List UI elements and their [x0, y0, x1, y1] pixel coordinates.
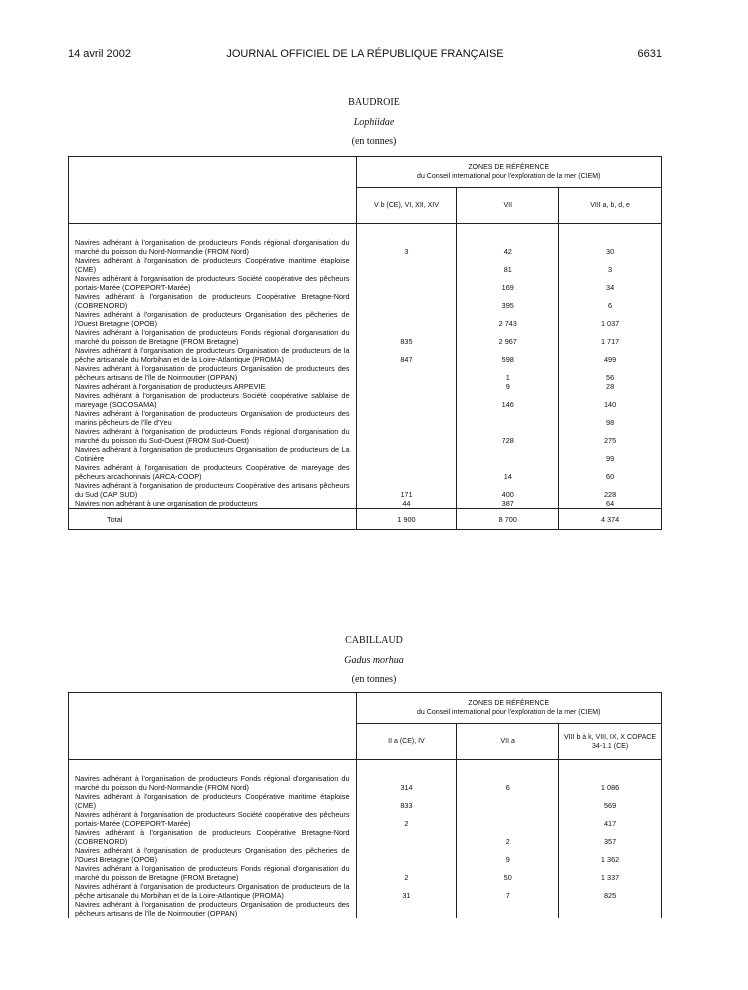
row-value: 14 [457, 463, 559, 481]
section-unit: (en tonnes) [351, 136, 397, 147]
row-value: 6 [457, 774, 559, 792]
total-label: Total [69, 509, 357, 530]
zones-subtitle: du Conseil international pour l'exploration de la mer (CIEM) [417, 173, 601, 180]
row-label: Navires adhérant à l'organisation de producteurs Coopérative maritime étaploise (CME) [69, 256, 357, 274]
table-row [69, 382, 662, 391]
row-value: 1 037 [559, 310, 662, 328]
table-row [69, 882, 662, 900]
header-blank-cell [69, 693, 357, 760]
section-unit: (en tonnes) [351, 674, 397, 685]
row-value [356, 391, 457, 409]
row-value: 1 [457, 364, 559, 382]
row-value [356, 292, 457, 310]
row-value: 81 [457, 256, 559, 274]
table-row [69, 256, 662, 274]
row-label: Navires adhérant à l'organisation de producteurs Fonds régional d'organisation du marché du poisson de Bretagne (FROM Bretagne) [69, 864, 357, 882]
table-row [69, 292, 662, 310]
row-value: 1 086 [559, 774, 662, 792]
row-value: 598 [457, 346, 559, 364]
table-row [69, 499, 662, 509]
table-row [69, 274, 662, 292]
header-journal-title: JOURNAL OFFICIEL DE LA RÉPUBLIQUE FRANÇAISE [226, 48, 504, 60]
row-value: 395 [457, 292, 559, 310]
row-value [356, 256, 457, 274]
row-value: 1 717 [559, 328, 662, 346]
zones-header [356, 693, 661, 724]
row-label: Navires adhérant à l'organisation de producteurs Organisation des pêcheries de l'Ouest Bretagne (OPOB) [69, 846, 357, 864]
row-label: Navires adhérant à l'organisation de producteurs Société coopérative sablaise de mareyage (SOCOSAMA) [69, 391, 357, 409]
row-value [457, 445, 559, 463]
row-value: 569 [559, 792, 662, 810]
row-label: Navires adhérant à l'organisation de producteurs Fonds régional d'organisation du marché du poisson du Sud-Ouest (FROM Sud-Ouest) [69, 427, 357, 445]
row-label: Navires adhérant à l'organisation de producteurs Coopérative maritime étaploise (CME) [69, 792, 357, 810]
table-row [69, 900, 662, 918]
row-label: Navires adhérant à l'organisation de producteurs Organisation de producteurs des pêcheurs artisans de l'île de Noirmoutier (OPPAN) [69, 364, 357, 382]
row-value: 2 [356, 864, 457, 882]
row-value: 1 337 [559, 864, 662, 882]
row-value: 9 [457, 846, 559, 864]
page-header [68, 48, 662, 64]
row-label: Navires adhérant à l'organisation de producteurs Fonds régional d'organisation du marché du poisson du Nord-Normandie (FROM Nord) [69, 238, 357, 256]
row-value: 275 [559, 427, 662, 445]
column-header: VIII b à k, VIII, IX, X COPACE 34-1.1 (CE) [559, 724, 662, 760]
table-row [69, 409, 662, 427]
row-value: 146 [457, 391, 559, 409]
row-value: 98 [559, 409, 662, 427]
row-value: 56 [559, 364, 662, 382]
section-species-title: CABILLAUD [345, 635, 403, 646]
header-blank-cell [69, 157, 357, 224]
table-row [69, 810, 662, 828]
zones-header [356, 157, 661, 188]
row-value: 9 [457, 382, 559, 391]
table-row [69, 846, 662, 864]
row-value: 400 [457, 481, 559, 499]
total-value: 8 700 [457, 509, 559, 530]
section-latin-name: Gadus morhua [344, 655, 404, 666]
row-label: Navires adhérant à l'organisation de producteurs ARPEVIE [69, 382, 357, 391]
table-row [69, 310, 662, 328]
row-label: Navires adhérant à l'organisation de producteurs Organisation de producteurs des marins pêcheurs de l'île d'Yeu [69, 409, 357, 427]
row-value [457, 900, 559, 918]
column-header: V b (CE), VI, XII, XIV [356, 188, 457, 224]
row-label: Navires adhérant à l'organisation de producteurs Société coopérative des pêcheurs portais-Marée (COPEPORT-Marée) [69, 810, 357, 828]
row-value: 31 [356, 882, 457, 900]
row-value [356, 900, 457, 918]
table-row [69, 864, 662, 882]
row-value: 7 [457, 882, 559, 900]
table-row [69, 828, 662, 846]
row-value: 833 [356, 792, 457, 810]
row-value: 64 [559, 499, 662, 509]
row-value: 3 [356, 238, 457, 256]
quota-table-2 [68, 692, 662, 918]
table-row [69, 774, 662, 792]
row-value [457, 810, 559, 828]
row-value [356, 364, 457, 382]
row-value: 60 [559, 463, 662, 481]
row-value: 169 [457, 274, 559, 292]
column-header: VIII a, b, d, e [559, 188, 662, 224]
row-value: 228 [559, 481, 662, 499]
total-value: 4 374 [559, 509, 662, 530]
row-value: 3 [559, 256, 662, 274]
row-value [356, 310, 457, 328]
row-value: 2 967 [457, 328, 559, 346]
table-row [69, 238, 662, 256]
row-value: 44 [356, 499, 457, 509]
row-value: 1 362 [559, 846, 662, 864]
row-value: 28 [559, 382, 662, 391]
table-row [69, 481, 662, 499]
row-label: Navires adhérant à l'organisation de producteurs Organisation des pêcheries de l'Ouest Bretagne (OPOB) [69, 310, 357, 328]
row-value: 6 [559, 292, 662, 310]
row-label: Navires adhérant à l'organisation de producteurs Fonds régional d'organisation du marché du poisson du Nord-Normandie (FROM Nord) [69, 774, 357, 792]
row-value: 314 [356, 774, 457, 792]
row-label: Navires adhérant à l'organisation de producteurs Organisation de producteurs des pêcheurs artisans de l'île de Noirmoutier (OPPAN) [69, 900, 357, 918]
zones-subtitle: du Conseil international pour l'exploration de la mer (CIEM) [417, 709, 601, 716]
column-header: VII [457, 188, 559, 224]
row-value [356, 427, 457, 445]
row-value: 30 [559, 238, 662, 256]
row-value: 2 [457, 828, 559, 846]
row-label: Navires adhérant à l'organisation de producteurs Société coopérative des pêcheurs portais-Marée (COPEPORT-Marée) [69, 274, 357, 292]
row-value [356, 409, 457, 427]
row-label: Navires adhérant à l'organisation de producteurs Organisation de producteurs de la pêche artisanale du Morbihan et de la Loire-Atlantique (PROMA) [69, 346, 357, 364]
section-latin-name: Lophiidae [353, 117, 395, 128]
row-value: 357 [559, 828, 662, 846]
header-date: 14 avril 2002 [68, 48, 131, 60]
row-value: 99 [559, 445, 662, 463]
row-value [559, 900, 662, 918]
row-label: Navires adhérant à l'organisation de producteurs Coopérative des artisans pêcheurs du Sud (CAP SUD) [69, 481, 357, 499]
table-row [69, 427, 662, 445]
row-value: 140 [559, 391, 662, 409]
table-row [69, 463, 662, 481]
quota-table-1 [68, 156, 662, 530]
column-header: II a (CE), IV [356, 724, 457, 760]
column-header: VII a [457, 724, 559, 760]
row-label: Navires adhérant à l'organisation de producteurs Organisation de producteurs de La Cotinière [69, 445, 357, 463]
row-value: 171 [356, 481, 457, 499]
table-body [69, 224, 662, 530]
row-label: Navires adhérant à l'organisation de producteurs Fonds régional d'organisation du marché du poisson de Bretagne (FROM Bretagne) [69, 328, 357, 346]
row-value [356, 274, 457, 292]
table-row [69, 328, 662, 346]
row-value: 34 [559, 274, 662, 292]
row-label: Navires adhérant à l'organisation de producteurs Coopérative Bretagne-Nord (COBRENORD) [69, 828, 357, 846]
row-value: 499 [559, 346, 662, 364]
table-body [69, 760, 662, 919]
row-value [356, 463, 457, 481]
row-value [356, 846, 457, 864]
row-label: Navires adhérant à l'organisation de producteurs Coopérative Bretagne-Nord (COBRENORD) [69, 292, 357, 310]
row-value: 825 [559, 882, 662, 900]
row-label: Navires adhérant à l'organisation de producteurs Coopérative de mareyage des pêcheurs arcachonnais (ARCA-COOP) [69, 463, 357, 481]
total-value: 1 900 [356, 509, 457, 530]
zones-title: ZONES DE RÉFÉRENCE [468, 164, 550, 171]
header-page-number: 6631 [637, 48, 662, 60]
row-value: 835 [356, 328, 457, 346]
row-value [457, 409, 559, 427]
row-value: 417 [559, 810, 662, 828]
spacer-row [69, 760, 662, 775]
row-value: 50 [457, 864, 559, 882]
total-row [69, 509, 662, 530]
table-row [69, 792, 662, 810]
row-value [457, 792, 559, 810]
table-row [69, 391, 662, 409]
table-row [69, 364, 662, 382]
row-value: 728 [457, 427, 559, 445]
row-value [356, 828, 457, 846]
row-value: 42 [457, 238, 559, 256]
row-value [356, 445, 457, 463]
section-species-title: BAUDROIE [348, 97, 400, 108]
row-label: Navires non adhérant à une organisation de producteurs [69, 499, 357, 509]
table-row [69, 346, 662, 364]
row-value [356, 382, 457, 391]
row-value: 847 [356, 346, 457, 364]
spacer-row [69, 224, 662, 239]
row-value: 2 743 [457, 310, 559, 328]
row-label: Navires adhérant à l'organisation de producteurs Organisation de producteurs de la pêche artisanale du Morbihan et de la Loire-Atlantique (PROMA) [69, 882, 357, 900]
zones-title: ZONES DE RÉFÉRENCE [468, 700, 550, 707]
row-value: 2 [356, 810, 457, 828]
table-row [69, 445, 662, 463]
row-value: 387 [457, 499, 559, 509]
